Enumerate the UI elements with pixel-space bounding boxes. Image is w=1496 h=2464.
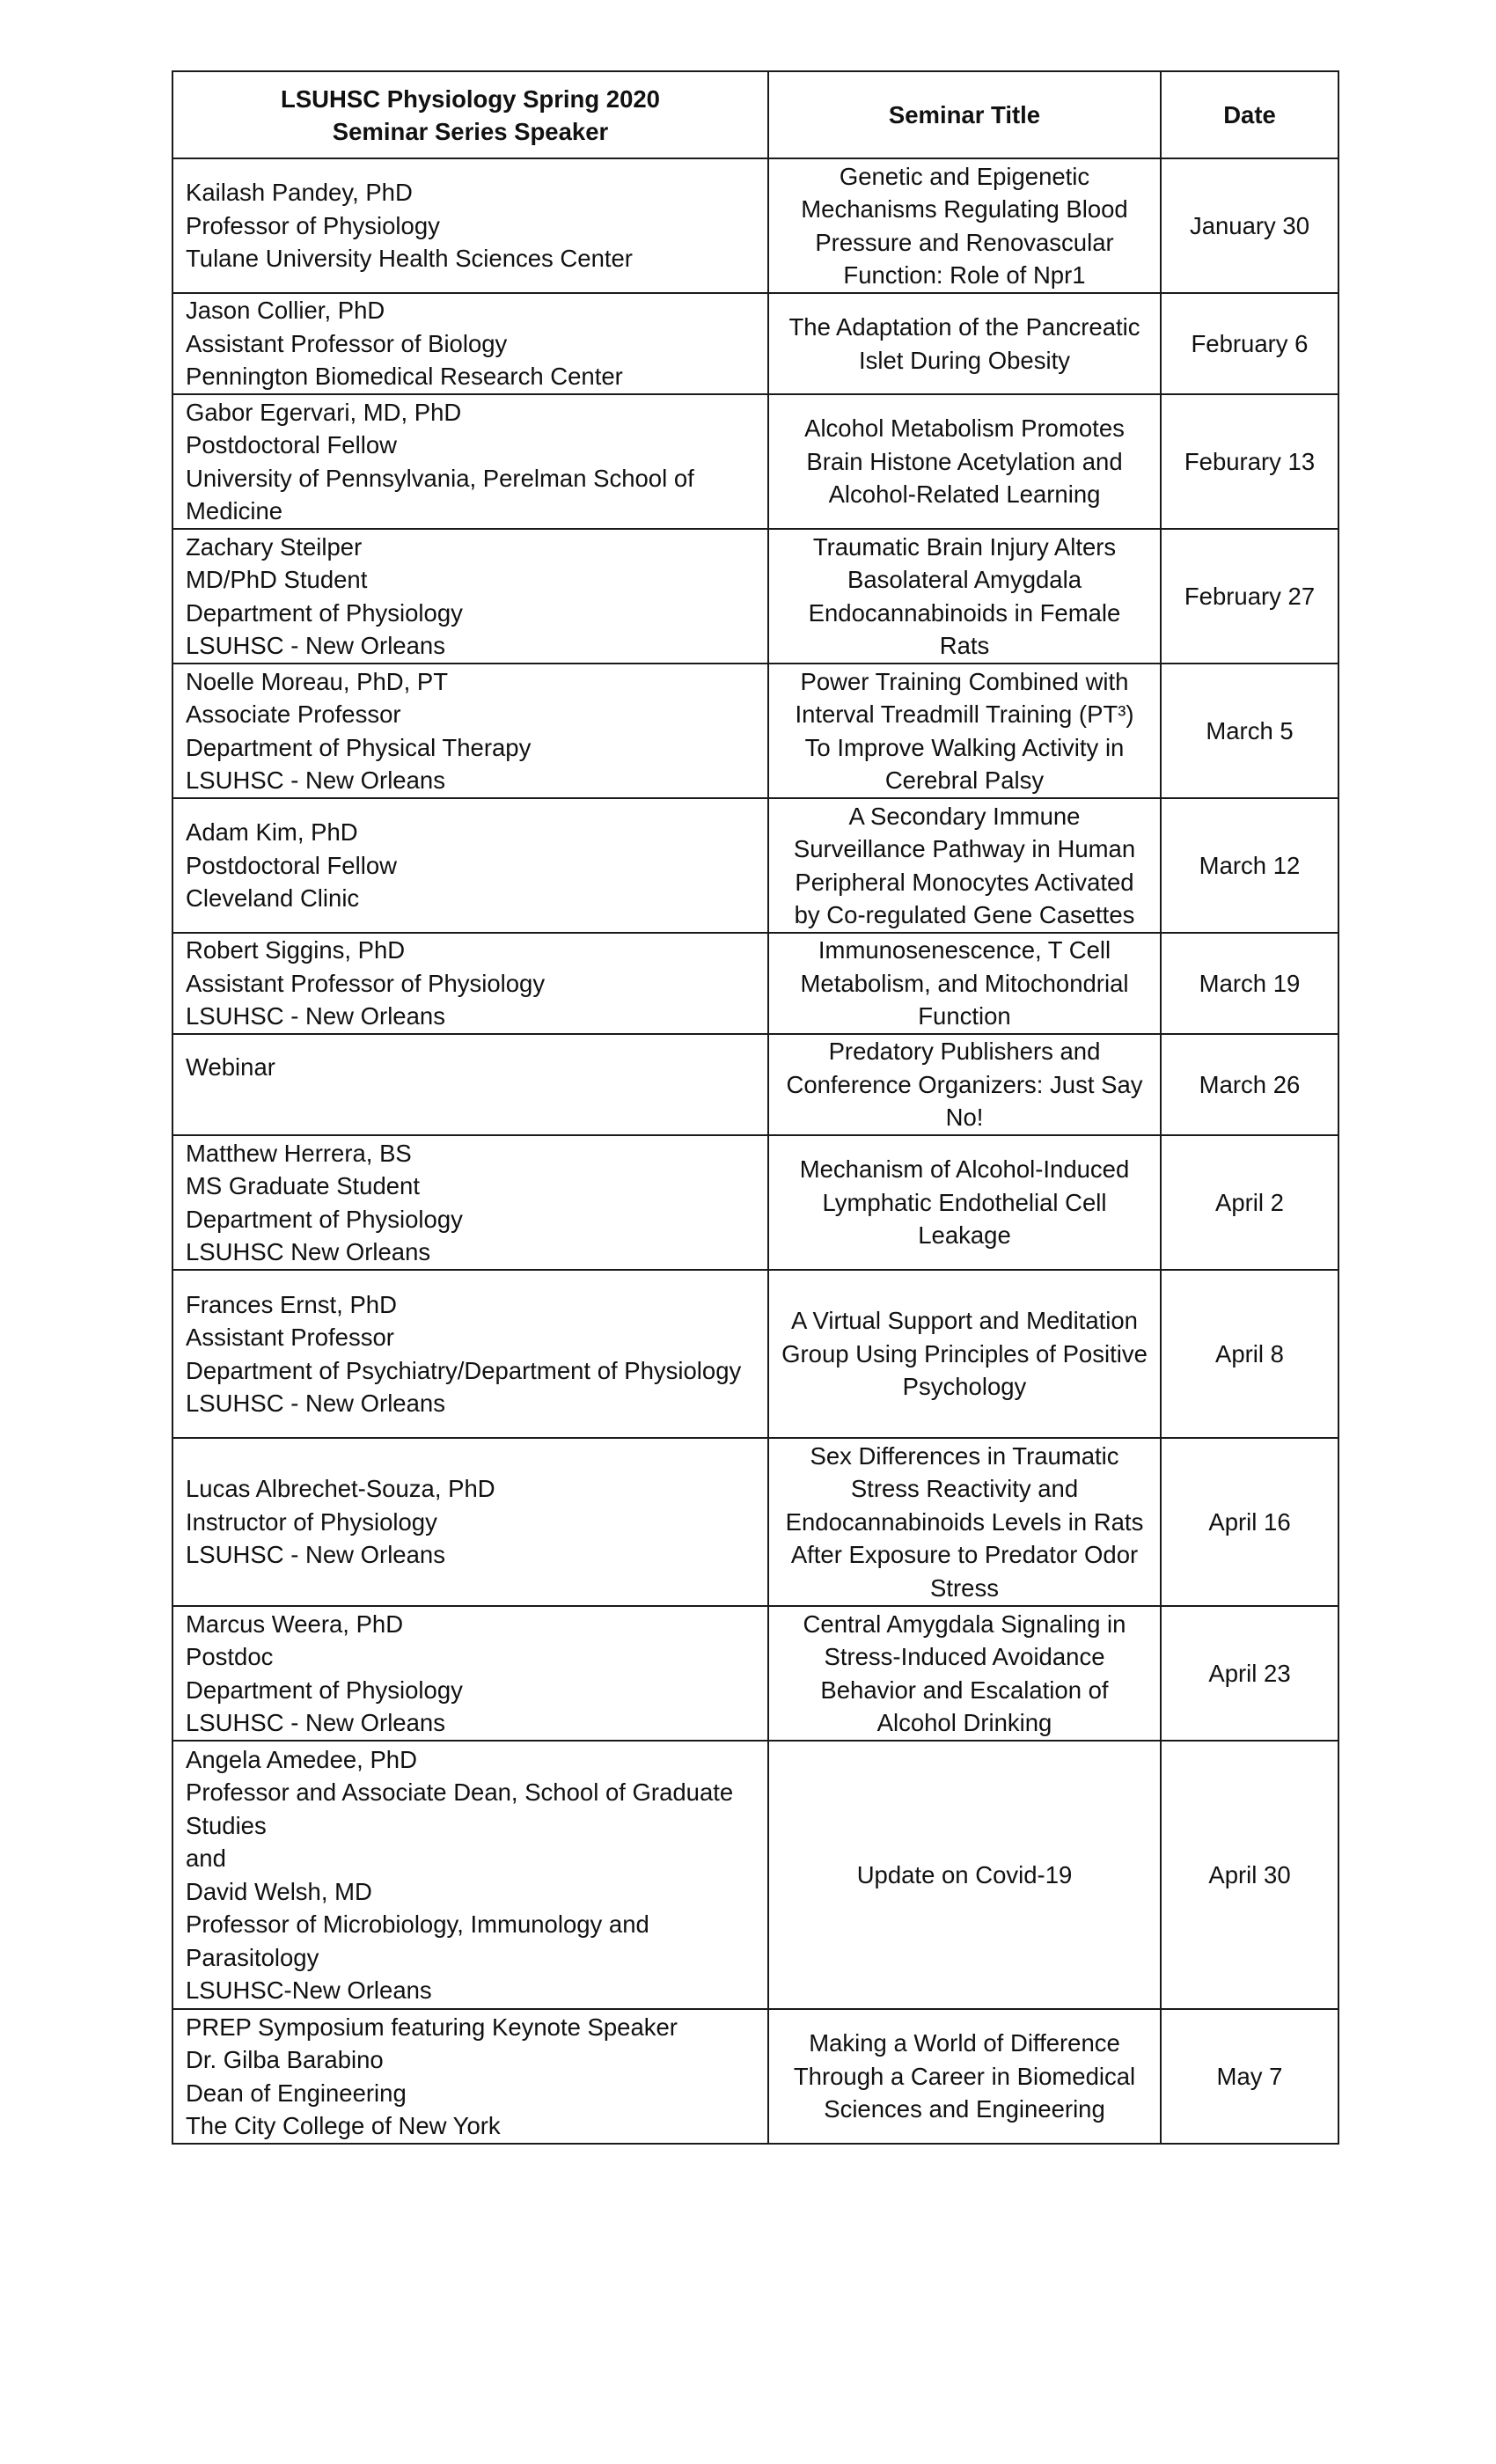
table-row <box>172 1741 1338 2009</box>
date-cell: March 19 <box>1161 933 1338 1034</box>
seminar-title-cell: A Secondary Immune Surveillance Pathway in Human Peripheral Monocytes Activated by Co-regulated Gene Casettes <box>768 798 1161 933</box>
seminar-title-cell: Update on Covid-19 <box>768 1741 1161 2009</box>
speaker-cell: Matthew Herrera, BS MS Graduate Student Department of Physiology LSUHSC New Orleans <box>172 1135 768 1270</box>
seminar-title-cell: Predatory Publishers and Conference Organizers: Just Say No! <box>768 1034 1161 1135</box>
seminar-title-cell: Making a World of Difference Through a Career in Biomedical Sciences and Engineering <box>768 2009 1161 2144</box>
speaker-cell: Kailash Pandey, PhD Professor of Physiology Tulane University Health Sciences Center <box>172 158 768 293</box>
seminar-title-cell: Central Amygdala Signaling in Stress-Induced Avoidance Behavior and Escalation of Alcohol Drinking <box>768 1606 1161 1741</box>
table-row <box>172 1034 1338 1135</box>
table-row <box>172 158 1338 293</box>
speaker-cell: Gabor Egervari, MD, PhD Postdoctoral Fellow University of Pennsylvania, Perelman School of Medicine <box>172 394 768 529</box>
seminar-title-cell: Mechanism of Alcohol-Induced Lymphatic Endothelial Cell Leakage <box>768 1135 1161 1270</box>
seminar-title-cell: A Virtual Support and Meditation Group Using Principles of Positive Psychology <box>768 1270 1161 1438</box>
speaker-cell: Frances Ernst, PhD Assistant Professor Department of Psychiatry/Department of Physiology LSUHSC - New Orleans <box>172 1270 768 1438</box>
table-row <box>172 529 1338 664</box>
speaker-cell: Noelle Moreau, PhD, PT Associate Professor Department of Physical Therapy LSUHSC - New Orleans <box>172 664 768 798</box>
seminar-title-cell: Sex Differences in Traumatic Stress Reactivity and Endocannabinoids Levels in Rats After Exposure to Predator Odor Stress <box>768 1438 1161 1606</box>
date-cell: April 23 <box>1161 1606 1338 1741</box>
date-cell: March 5 <box>1161 664 1338 798</box>
table-row <box>172 1438 1338 1606</box>
speaker-cell: Marcus Weera, PhD Postdoc Department of Physiology LSUHSC - New Orleans <box>172 1606 768 1741</box>
speaker-cell: Lucas Albrechet-Souza, PhD Instructor of Physiology LSUHSC - New Orleans <box>172 1438 768 1606</box>
speaker-cell: Robert Siggins, PhD Assistant Professor of Physiology LSUHSC - New Orleans <box>172 933 768 1034</box>
table-row <box>172 1270 1338 1438</box>
date-cell: January 30 <box>1161 158 1338 293</box>
table-row <box>172 933 1338 1034</box>
date-cell: February 27 <box>1161 529 1338 664</box>
speaker-cell: Jason Collier, PhD Assistant Professor of Biology Pennington Biomedical Research Center <box>172 293 768 394</box>
date-cell: March 26 <box>1161 1034 1338 1135</box>
header-seminar-title: Seminar Title <box>768 71 1161 158</box>
table-row <box>172 2009 1338 2144</box>
speaker-cell: PREP Symposium featuring Keynote Speaker Dr. Gilba Barabino Dean of Engineering The City College of New York <box>172 2009 768 2144</box>
seminar-title-cell: Immunosenescence, T Cell Metabolism, and Mitochondrial Function <box>768 933 1161 1034</box>
table-row <box>172 798 1338 933</box>
table-row <box>172 394 1338 529</box>
table-row <box>172 664 1338 798</box>
seminar-schedule-table <box>172 70 1339 2145</box>
table-header-row <box>172 71 1338 158</box>
date-cell: April 2 <box>1161 1135 1338 1270</box>
date-cell: Feburary 13 <box>1161 394 1338 529</box>
date-cell: April 16 <box>1161 1438 1338 1606</box>
seminar-title-cell: Power Training Combined with Interval Treadmill Training (PT³) To Improve Walking Activity in Cerebral Palsy <box>768 664 1161 798</box>
seminar-title-cell: Genetic and Epigenetic Mechanisms Regulating Blood Pressure and Renovascular Function: Role of Npr1 <box>768 158 1161 293</box>
seminar-title-cell: The Adaptation of the Pancreatic Islet During Obesity <box>768 293 1161 394</box>
speaker-cell: Zachary Steilper MD/PhD Student Department of Physiology LSUHSC - New Orleans <box>172 529 768 664</box>
speaker-cell: Adam Kim, PhD Postdoctoral Fellow Cleveland Clinic <box>172 798 768 933</box>
header-date: Date <box>1161 71 1338 158</box>
date-cell: April 8 <box>1161 1270 1338 1438</box>
seminar-title-cell: Alcohol Metabolism Promotes Brain Histone Acetylation and Alcohol-Related Learning <box>768 394 1161 529</box>
date-cell: March 12 <box>1161 798 1338 933</box>
date-cell: February 6 <box>1161 293 1338 394</box>
table-row <box>172 1135 1338 1270</box>
header-speaker: LSUHSC Physiology Spring 2020 Seminar Series Speaker <box>172 71 768 158</box>
table-row <box>172 293 1338 394</box>
speaker-cell: Angela Amedee, PhD Professor and Associate Dean, School of Graduate Studies and David Welsh, MD Professor of Microbiology, Immunology and Parasitology LSUHSC-New Orleans <box>172 1741 768 2009</box>
date-cell: April 30 <box>1161 1741 1338 2009</box>
table-row <box>172 1606 1338 1741</box>
date-cell: May 7 <box>1161 2009 1338 2144</box>
seminar-title-cell: Traumatic Brain Injury Alters Basolateral Amygdala Endocannabinoids in Female Rats <box>768 529 1161 664</box>
speaker-cell: Webinar <box>172 1034 768 1135</box>
